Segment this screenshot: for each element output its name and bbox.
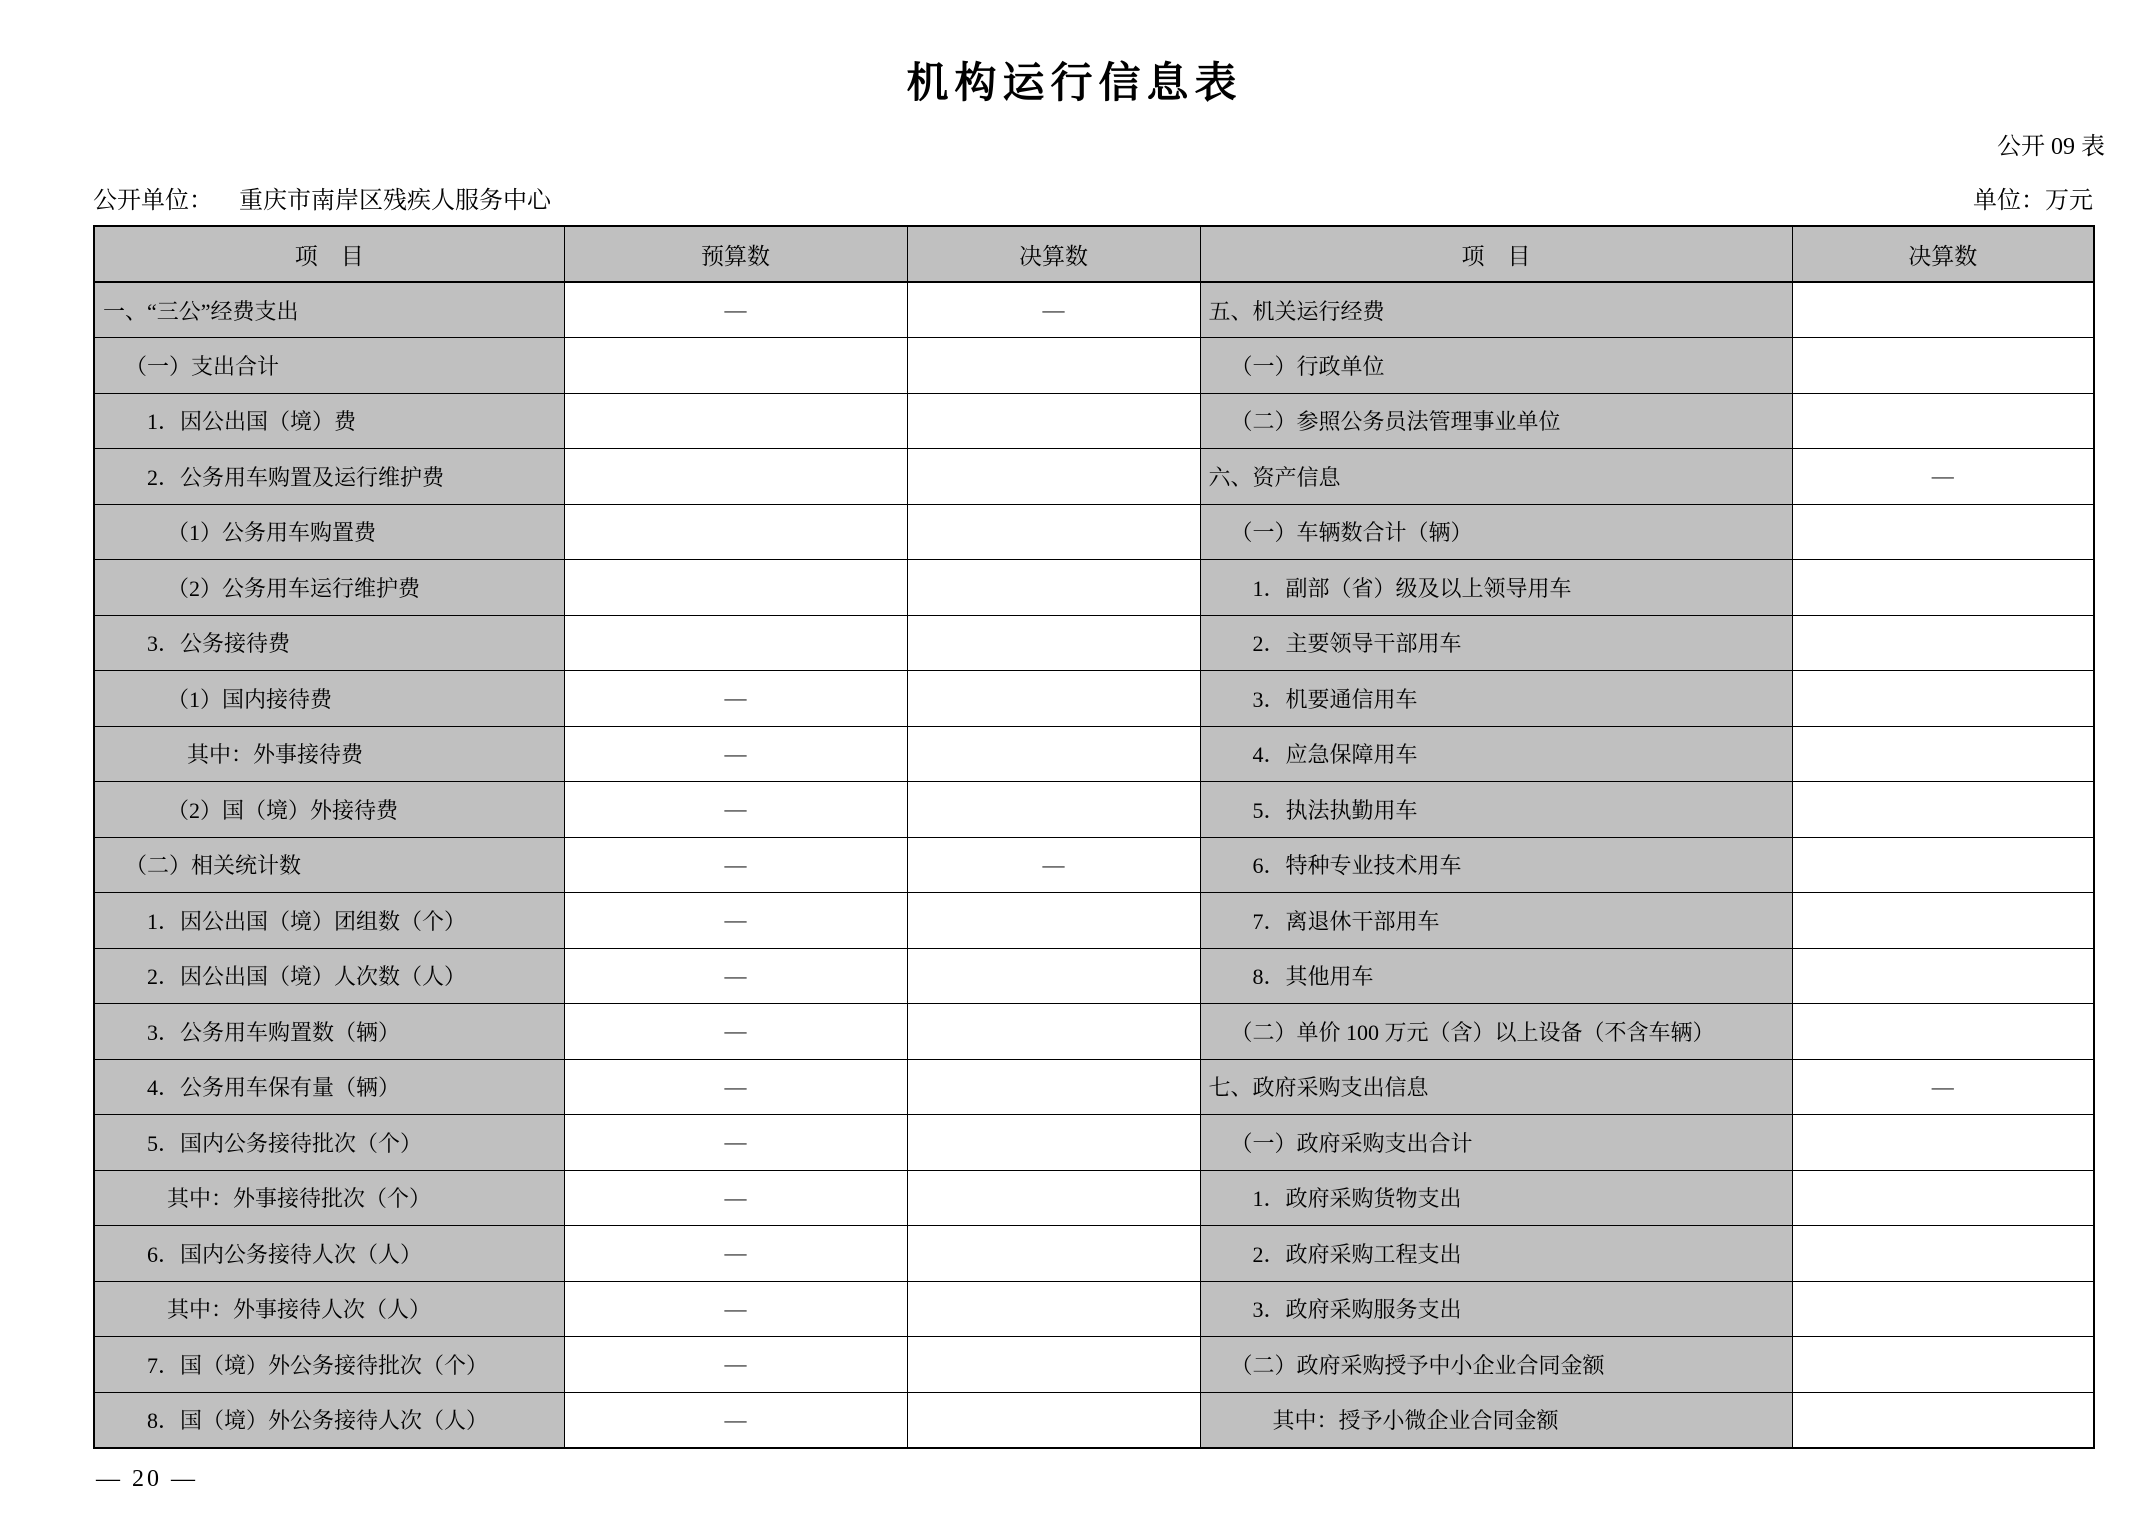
table-row <box>94 1004 2094 1060</box>
right-item-label: 6．特种专业技术用车 <box>1200 837 1792 893</box>
table-row <box>94 1337 2094 1393</box>
left-item-label: 其中：外事接待人次（人） <box>94 1281 564 1337</box>
right-item-label: 4．应急保障用车 <box>1200 726 1792 782</box>
right-final-value <box>1792 393 2094 449</box>
left-budget-value <box>564 393 907 449</box>
table-row <box>94 1392 2094 1448</box>
left-item-label: 3．公务接待费 <box>94 615 564 671</box>
right-final-value <box>1792 1115 2094 1171</box>
left-item-label: 7．国（境）外公务接待批次（个） <box>94 1337 564 1393</box>
table-header-row <box>94 226 2094 282</box>
left-budget-value: — <box>564 1115 907 1171</box>
right-final-value <box>1792 282 2094 338</box>
left-budget-value: — <box>564 1281 907 1337</box>
left-item-label: 1．因公出国（境）团组数（个） <box>94 893 564 949</box>
right-final-value <box>1792 338 2094 394</box>
left-item-label: 其中：外事接待批次（个） <box>94 1170 564 1226</box>
table-row <box>94 726 2094 782</box>
left-final-value <box>907 1392 1200 1448</box>
left-budget-value: — <box>564 782 907 838</box>
left-item-label: （1）国内接待费 <box>94 671 564 727</box>
left-item-label: （二）相关统计数 <box>94 837 564 893</box>
left-final-value <box>907 782 1200 838</box>
right-final-value <box>1792 1226 2094 1282</box>
left-budget-value <box>564 338 907 394</box>
header-left-budget: 预算数 <box>564 226 907 282</box>
right-item-label: （一）行政单位 <box>1200 338 1792 394</box>
left-item-label: （2）国（境）外接待费 <box>94 782 564 838</box>
left-final-value: — <box>907 837 1200 893</box>
right-item-label: 3．政府采购服务支出 <box>1200 1281 1792 1337</box>
org-label: 公开单位： <box>93 188 213 214</box>
table-row <box>94 1170 2094 1226</box>
left-final-value <box>907 1004 1200 1060</box>
left-budget-value: — <box>564 1004 907 1060</box>
left-final-value <box>907 560 1200 616</box>
left-final-value <box>907 948 1200 1004</box>
table-row <box>94 393 2094 449</box>
right-final-value <box>1792 560 2094 616</box>
left-final-value <box>907 449 1200 505</box>
info-table <box>93 225 2095 1449</box>
table-row <box>94 449 2094 505</box>
left-budget-value: — <box>564 1059 907 1115</box>
left-final-value <box>907 1226 1200 1282</box>
right-final-value: — <box>1792 449 2094 505</box>
left-budget-value: — <box>564 1337 907 1393</box>
left-item-label: 一、“三公”经费支出 <box>94 282 564 338</box>
left-final-value <box>907 1337 1200 1393</box>
left-item-label: 3．公务用车购置数（辆） <box>94 1004 564 1060</box>
right-final-value <box>1792 1004 2094 1060</box>
right-item-label: 1．副部（省）级及以上领导用车 <box>1200 560 1792 616</box>
right-item-label: 六、资产信息 <box>1200 449 1792 505</box>
left-budget-value: — <box>564 837 907 893</box>
left-item-label: 8．国（境）外公务接待人次（人） <box>94 1392 564 1448</box>
left-item-label: 其中：外事接待费 <box>94 726 564 782</box>
left-final-value <box>907 338 1200 394</box>
table-row <box>94 1059 2094 1115</box>
left-budget-value: — <box>564 1226 907 1282</box>
right-item-label: 3．机要通信用车 <box>1200 671 1792 727</box>
right-item-label: 8．其他用车 <box>1200 948 1792 1004</box>
right-final-value <box>1792 948 2094 1004</box>
right-final-value <box>1792 1281 2094 1337</box>
left-final-value <box>907 671 1200 727</box>
left-final-value <box>907 615 1200 671</box>
right-item-label: 7．离退休干部用车 <box>1200 893 1792 949</box>
right-item-label: （二）参照公务员法管理事业单位 <box>1200 393 1792 449</box>
right-final-value <box>1792 1337 2094 1393</box>
left-budget-value: — <box>564 282 907 338</box>
left-item-label: 1．因公出国（境）费 <box>94 393 564 449</box>
right-final-value <box>1792 893 2094 949</box>
left-budget-value: — <box>564 726 907 782</box>
table-row <box>94 504 2094 560</box>
left-budget-value: — <box>564 1392 907 1448</box>
left-budget-value <box>564 504 907 560</box>
left-item-label: 5．国内公务接待批次（个） <box>94 1115 564 1171</box>
left-budget-value: — <box>564 1170 907 1226</box>
right-item-label: 五、机关运行经费 <box>1200 282 1792 338</box>
right-final-value <box>1792 782 2094 838</box>
table-row <box>94 837 2094 893</box>
left-final-value <box>907 1115 1200 1171</box>
page-number: — 20 — <box>96 1466 198 1492</box>
right-item-label: （二）单价 100 万元（含）以上设备（不含车辆） <box>1200 1004 1792 1060</box>
right-final-value <box>1792 615 2094 671</box>
right-final-value <box>1792 726 2094 782</box>
left-budget-value <box>564 615 907 671</box>
left-item-label: （1）公务用车购置费 <box>94 504 564 560</box>
left-final-value <box>907 893 1200 949</box>
left-budget-value: — <box>564 948 907 1004</box>
header-left-final: 决算数 <box>907 226 1200 282</box>
right-final-value: — <box>1792 1059 2094 1115</box>
left-final-value <box>907 393 1200 449</box>
table-row <box>94 615 2094 671</box>
header-left-item: 项 目 <box>94 226 564 282</box>
right-item-label: 2．主要领导干部用车 <box>1200 615 1792 671</box>
right-item-label: （一）政府采购支出合计 <box>1200 1115 1792 1171</box>
left-item-label: 2．公务用车购置及运行维护费 <box>94 449 564 505</box>
header-right-final: 决算数 <box>1792 226 2094 282</box>
table-row <box>94 282 2094 338</box>
meta-line <box>93 180 2093 215</box>
left-budget-value <box>564 449 907 505</box>
right-final-value <box>1792 671 2094 727</box>
right-final-value <box>1792 1392 2094 1448</box>
left-item-label: 4．公务用车保有量（辆） <box>94 1059 564 1115</box>
left-final-value <box>907 726 1200 782</box>
left-item-label: （一）支出合计 <box>94 338 564 394</box>
unit-note: 单位：万元 <box>1973 188 2093 214</box>
left-budget-value: — <box>564 671 907 727</box>
table-row <box>94 782 2094 838</box>
right-final-value <box>1792 504 2094 560</box>
table-row <box>94 1115 2094 1171</box>
org-name: 重庆市南岸区残疾人服务中心 <box>239 188 551 214</box>
right-item-label: 七、政府采购支出信息 <box>1200 1059 1792 1115</box>
right-final-value <box>1792 837 2094 893</box>
left-item-label: 6．国内公务接待人次（人） <box>94 1226 564 1282</box>
right-final-value <box>1792 1170 2094 1226</box>
org-line <box>93 180 551 215</box>
right-item-label: （一）车辆数合计（辆） <box>1200 504 1792 560</box>
left-final-value <box>907 504 1200 560</box>
left-final-value <box>907 1170 1200 1226</box>
left-item-label: （2）公务用车运行维护费 <box>94 560 564 616</box>
table-row <box>94 1281 2094 1337</box>
table-row <box>94 338 2094 394</box>
right-item-label: 1．政府采购货物支出 <box>1200 1170 1792 1226</box>
table-row <box>94 1226 2094 1282</box>
table-code-label: 公开 09 表 <box>1997 134 2105 160</box>
table-body <box>94 282 2094 1448</box>
table-row <box>94 948 2094 1004</box>
table-row <box>94 671 2094 727</box>
right-item-label: 2．政府采购工程支出 <box>1200 1226 1792 1282</box>
table-row <box>94 893 2094 949</box>
header-right-item: 项 目 <box>1200 226 1792 282</box>
table-row <box>94 560 2094 616</box>
left-final-value <box>907 1059 1200 1115</box>
left-final-value <box>907 1281 1200 1337</box>
page-title: 机构运行信息表 <box>906 61 1243 107</box>
right-item-label: 5．执法执勤用车 <box>1200 782 1792 838</box>
right-item-label: 其中：授予小微企业合同金额 <box>1200 1392 1792 1448</box>
left-final-value: — <box>907 282 1200 338</box>
left-budget-value <box>564 560 907 616</box>
left-budget-value: — <box>564 893 907 949</box>
left-item-label: 2．因公出国（境）人次数（人） <box>94 948 564 1004</box>
right-item-label: （二）政府采购授予中小企业合同金额 <box>1200 1337 1792 1393</box>
